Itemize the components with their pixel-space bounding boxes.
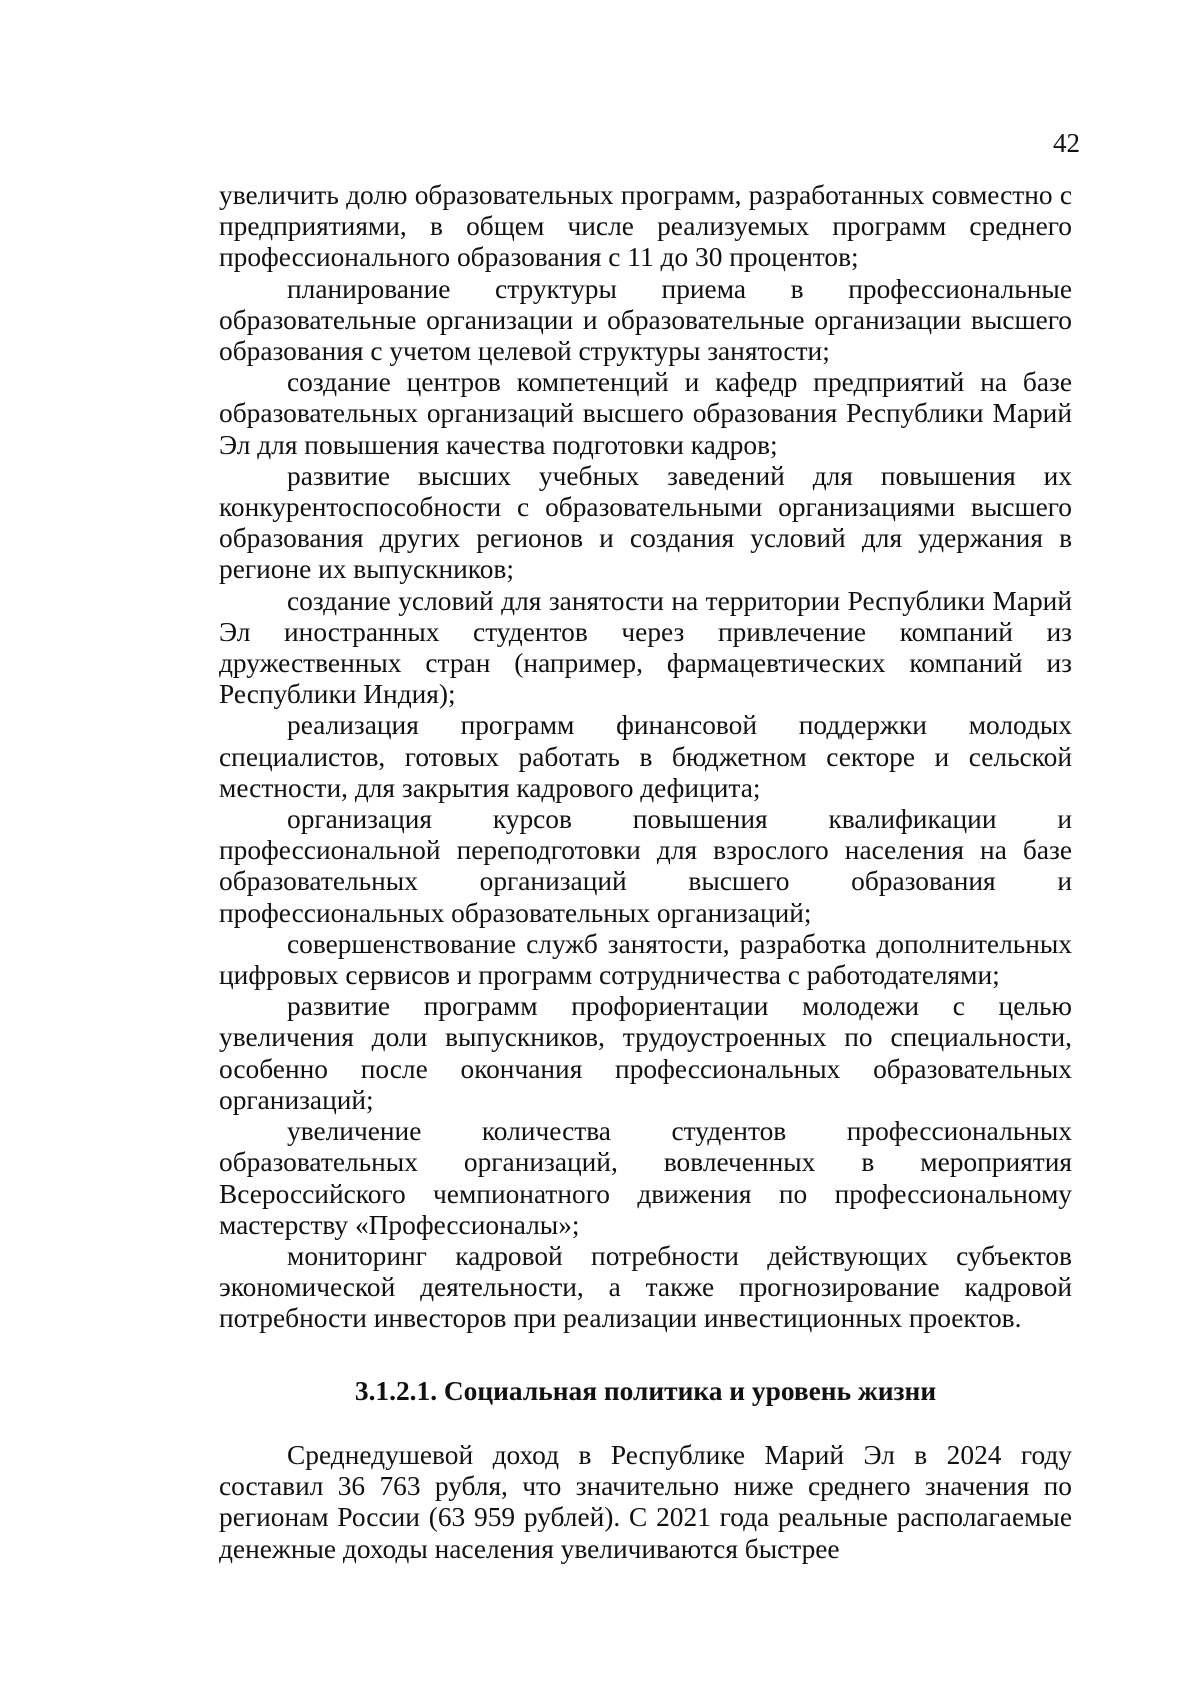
paragraph-4: развитие высших учебных заведений для повышения их конкурентоспособности с образовательными организациями высшего образования других регионов и создания условий для удержания в регионе их выпускников; [219,460,1072,585]
section-body [219,1440,1072,1565]
page-number: 42 [1053,128,1080,158]
paragraph-10: увеличение количества студентов профессиональных образовательных организаций, вовлеченных в мероприятия Всероссийского чемпионатного движения по профессиональному мастерству «Профессионалы»; [219,1116,1072,1240]
paragraph-3: создание центров компетенций и кафедр предприятий на базе образовательных организаций высшего образования Республики Марий Эл для повышения качества подготовки кадров; [219,367,1072,460]
paragraph-6: реализация программ финансовой поддержки молодых специалистов, готовых работать в бюджетном секторе и сельской местности, для закрытия кадрового дефицита; [219,710,1072,803]
section-heading: 3.1.2.1. Социальная политика и уровень жизни [354,1376,937,1406]
paragraph-8: совершенствование служб занятости, разработка дополнительных цифровых сервисов и программ сотрудничества с работодателями; [219,928,1072,991]
paragraph-11: мониторинг кадровой потребности действующих субъектов экономической деятельности, а также прогнозирование кадровой потребности инвесторов при реализации инвестиционных проектов. [219,1240,1072,1334]
paragraph-9: развитие программ профориентации молодежи с целью увеличения доли выпускников, трудоустроенных по специальности, особенно после окончания профессиональных образовательных организаций; [219,991,1072,1115]
paragraph-7: организация курсов повышения квалификации и профессиональной переподготовки для взрослого населения на базе образовательных организаций высшего образования и профессиональных образовательных организаций; [219,804,1072,928]
measures-list [219,180,1072,1335]
paragraph-2: планирование структуры приема в профессиональные образовательные организации и образовательные организации высшего образования с учетом целевой структуры занятости; [219,273,1072,367]
paragraph-5: создание условий для занятости на территории Республики Марий Эл иностранных студентов через привлечение компаний из дружественных стран (например, фармацевтических компаний из Республики Индия); [219,585,1072,710]
paragraph-1: увеличить долю образовательных программ, разработанных совместно с предприятиями, в общем числе реализуемых программ среднего профессионального образования с 11 до 30 процентов; [219,180,1072,273]
paragraph-income: Среднедушевой доход в Республике Марий Эл в 2024 году составил 36 763 рубля, что значительно ниже среднего значения по регионам России (63 959 рублей). С 2021 года реальные располагаемые денежные доходы населения увеличиваются быстрее [219,1440,1072,1564]
